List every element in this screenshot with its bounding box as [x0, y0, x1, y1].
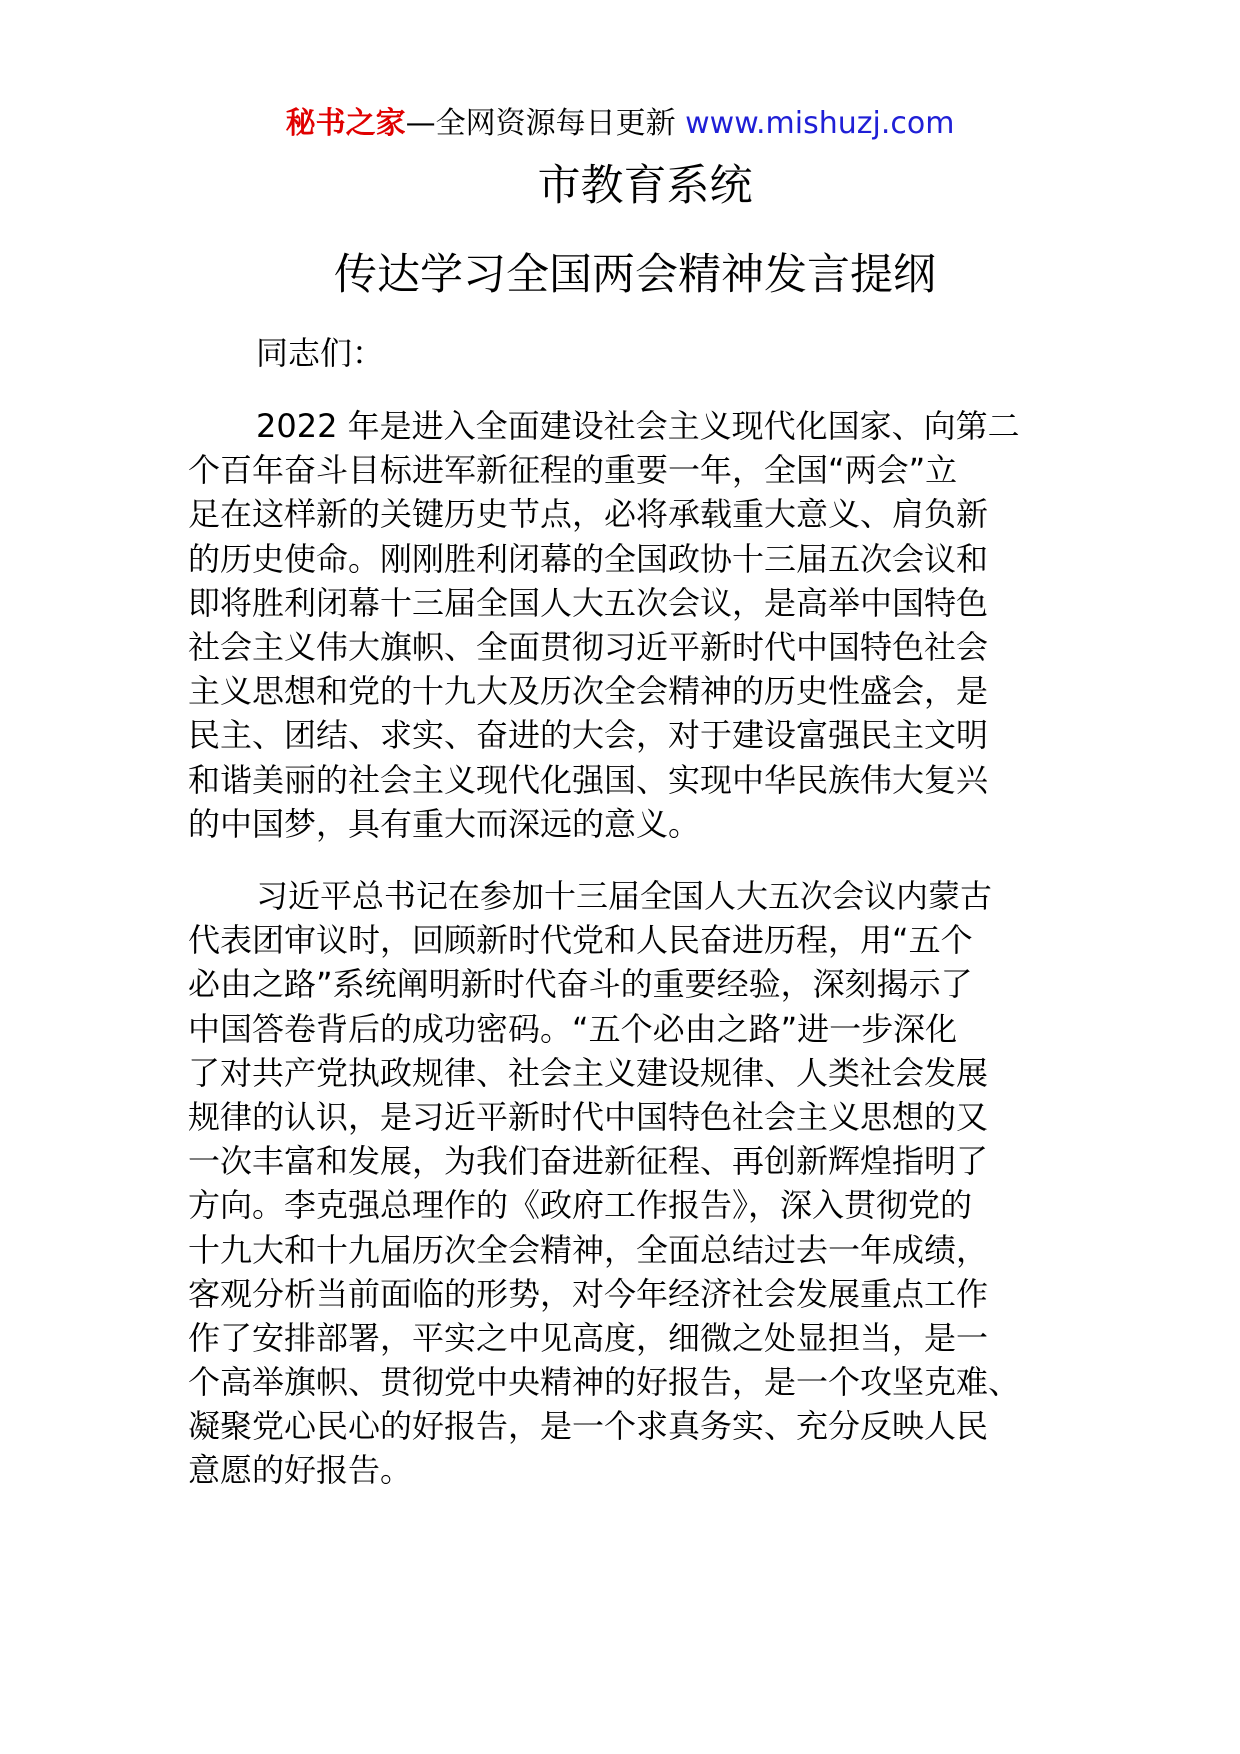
- paragraph-line: 一次丰富和发展，为我们奋进新征程、再创新辉煌指明了: [188, 1142, 989, 1181]
- paragraph-line: 方向。李克强总理作的《政府工作报告》，深入贯彻党的: [188, 1186, 973, 1225]
- paragraph-line: 了对共产党执政规律、社会主义建设规律、人类社会发展: [188, 1053, 989, 1092]
- paragraph-line: 社会主义伟大旗帜、全面贯彻习近平新时代中国特色社会: [188, 627, 989, 666]
- paragraph-line: 的中国梦，具有重大而深远的意义。: [188, 804, 701, 843]
- site-brand-name: 秘书之家: [285, 106, 406, 141]
- salutation: 同志们：: [256, 334, 385, 372]
- paragraph-line: 意愿的好报告。: [188, 1451, 413, 1490]
- paragraph-line: 中国答卷背后的成功密码。“五个必由之路”进一步深化: [188, 1009, 958, 1048]
- paragraph-line: 2022 年是进入全面建设社会主义现代化国家、向第二: [256, 407, 1020, 445]
- paragraph-line: 的历史使命。刚刚胜利闭幕的全国政协十三届五次会议和: [188, 539, 989, 578]
- paragraph-line: 主义思想和党的十九大及历次全会精神的历史性盛会，是: [188, 672, 989, 711]
- document-title-line-1: 市教育系统: [537, 161, 753, 211]
- paragraph-line: 代表团审议时，回顾新时代党和人民奋进历程，用“五个: [188, 921, 973, 960]
- site-slogan: —全网资源每日更新: [405, 106, 676, 141]
- paragraph-line: 足在这样新的关键历史节点，必将承载重大意义、肩负新: [188, 495, 989, 534]
- body-paragraph-2: [188, 874, 1048, 1493]
- paragraph-line: 习近平总书记在参加十三届全国人大五次会议内蒙古: [256, 877, 993, 915]
- paragraph-line: 民主、团结、求实、奋进的大会，对于建设富强民主文明: [188, 716, 989, 755]
- paragraph-line: 规律的认识，是习近平新时代中国特色社会主义思想的又: [188, 1097, 989, 1136]
- site-url-link[interactable]: www.mishuzj.com: [685, 106, 955, 141]
- site-header-banner: [0, 104, 1240, 144]
- paragraph-line: 即将胜利闭幕十三届全国人大五次会议，是高举中国特色: [188, 583, 989, 622]
- paragraph-line: 作了安排部署，平实之中见高度，细微之处显担当，是一: [188, 1318, 989, 1357]
- paragraph-line: 十九大和十九届历次全会精神，全面总结过去一年成绩，: [188, 1230, 989, 1269]
- document-title-line-2: 传达学习全国两会精神发言提纲: [334, 250, 936, 300]
- paragraph-line: 必由之路”系统阐明新时代奋斗的重要经验，深刻揭示了: [188, 965, 973, 1004]
- paragraph-line: 个百年奋斗目标进军新征程的重要一年，全国“两会”立: [188, 451, 958, 490]
- paragraph-line: 凝聚党心民心的好报告，是一个求真务实、充分反映人民: [188, 1407, 989, 1446]
- body-paragraph-1: [188, 404, 1048, 846]
- paragraph-line: 和谐美丽的社会主义现代化强国、实现中华民族伟大复兴: [188, 760, 989, 799]
- paragraph-line: 客观分析当前面临的形势，对今年经济社会发展重点工作: [188, 1274, 989, 1313]
- paragraph-line: 个高举旗帜、贯彻党中央精神的好报告，是一个攻坚克难、: [188, 1363, 1021, 1402]
